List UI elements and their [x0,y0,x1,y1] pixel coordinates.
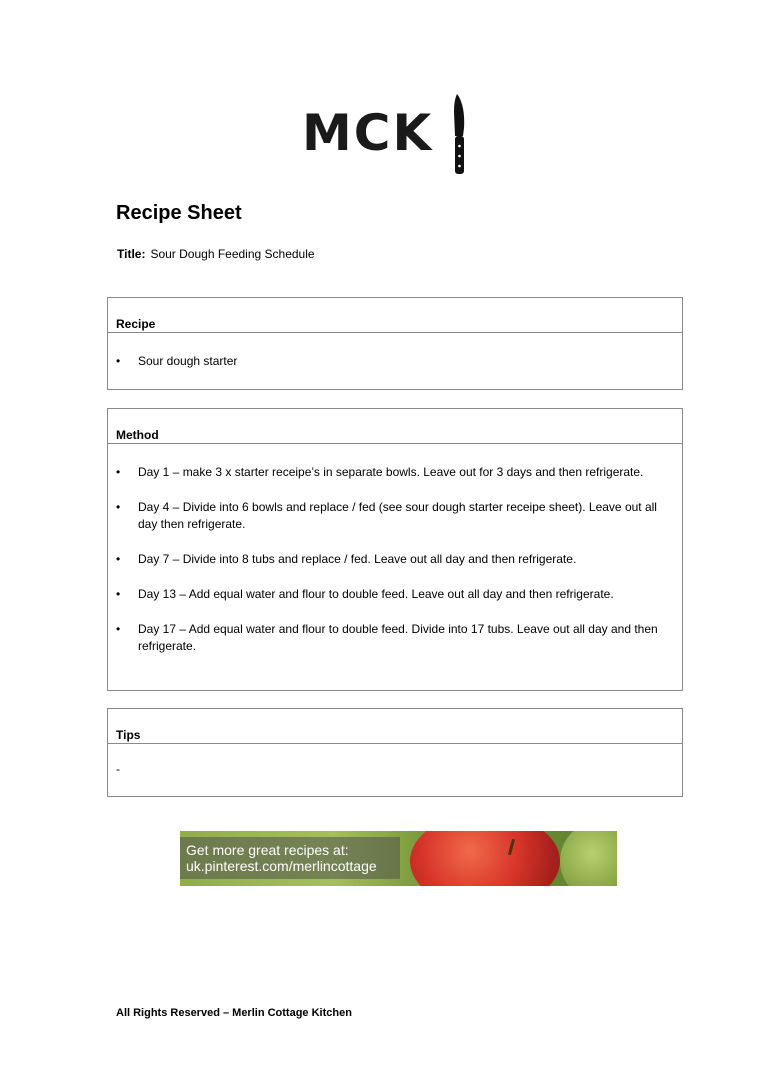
banner-link[interactable]: uk.pinterest.com/merlincottage [186,858,377,874]
method-section [107,408,683,691]
method-step: Day 17 – Add equal water and flour to double feed. Divide into 17 tubs. Leave out all day and then refrigerate. [138,622,658,653]
title-value: Sour Dough Feeding Schedule [150,247,315,261]
bullet: • [116,622,121,636]
tips-section [107,708,683,797]
page-title: Recipe Sheet [116,202,242,224]
recipe-header: Recipe [108,298,682,333]
knife-icon [448,92,470,176]
banner-line-1: Get more great recipes at: [186,842,349,858]
bullet: • [116,354,121,368]
logo-text: MCK [302,104,434,162]
tips-header: Tips [108,709,682,744]
list-item [108,464,682,481]
method-header: Method [108,409,682,444]
banner-text [186,842,377,874]
method-step: Day 7 – Divide into 8 tubs and replace / fed. Leave out all day and then refrigerate. [138,552,577,566]
method-step: Day 4 – Divide into 6 bowls and replace / fed (see sour dough starter receipe sheet). Leave out all day then refrigerate. [138,500,657,531]
green-apple-image [560,831,617,886]
bullet: • [116,587,121,601]
recipe-item: Sour dough starter [138,354,238,368]
pinterest-banner[interactable] [180,831,617,886]
recipe-section [107,297,683,390]
list-item [108,551,682,568]
list-item [108,621,682,655]
bullet: • [116,500,121,514]
bullet: • [116,465,121,479]
method-step: Day 1 – make 3 x starter receipe’s in separate bowls. Leave out for 3 days and then refrigerate. [138,465,644,479]
method-step: Day 13 – Add equal water and flour to double feed. Leave out all day and then refrigerate. [138,587,614,601]
recipe-title [117,247,315,261]
logo [300,92,470,176]
footer-copyright: All Rights Reserved – Merlin Cottage Kitchen [116,1007,352,1019]
title-label: Title: [117,247,146,261]
bullet: • [116,552,121,566]
list-item [108,586,682,603]
list-item [108,499,682,533]
list-item [108,353,682,370]
tips-value: - [116,762,120,776]
red-apple-image [410,831,560,886]
